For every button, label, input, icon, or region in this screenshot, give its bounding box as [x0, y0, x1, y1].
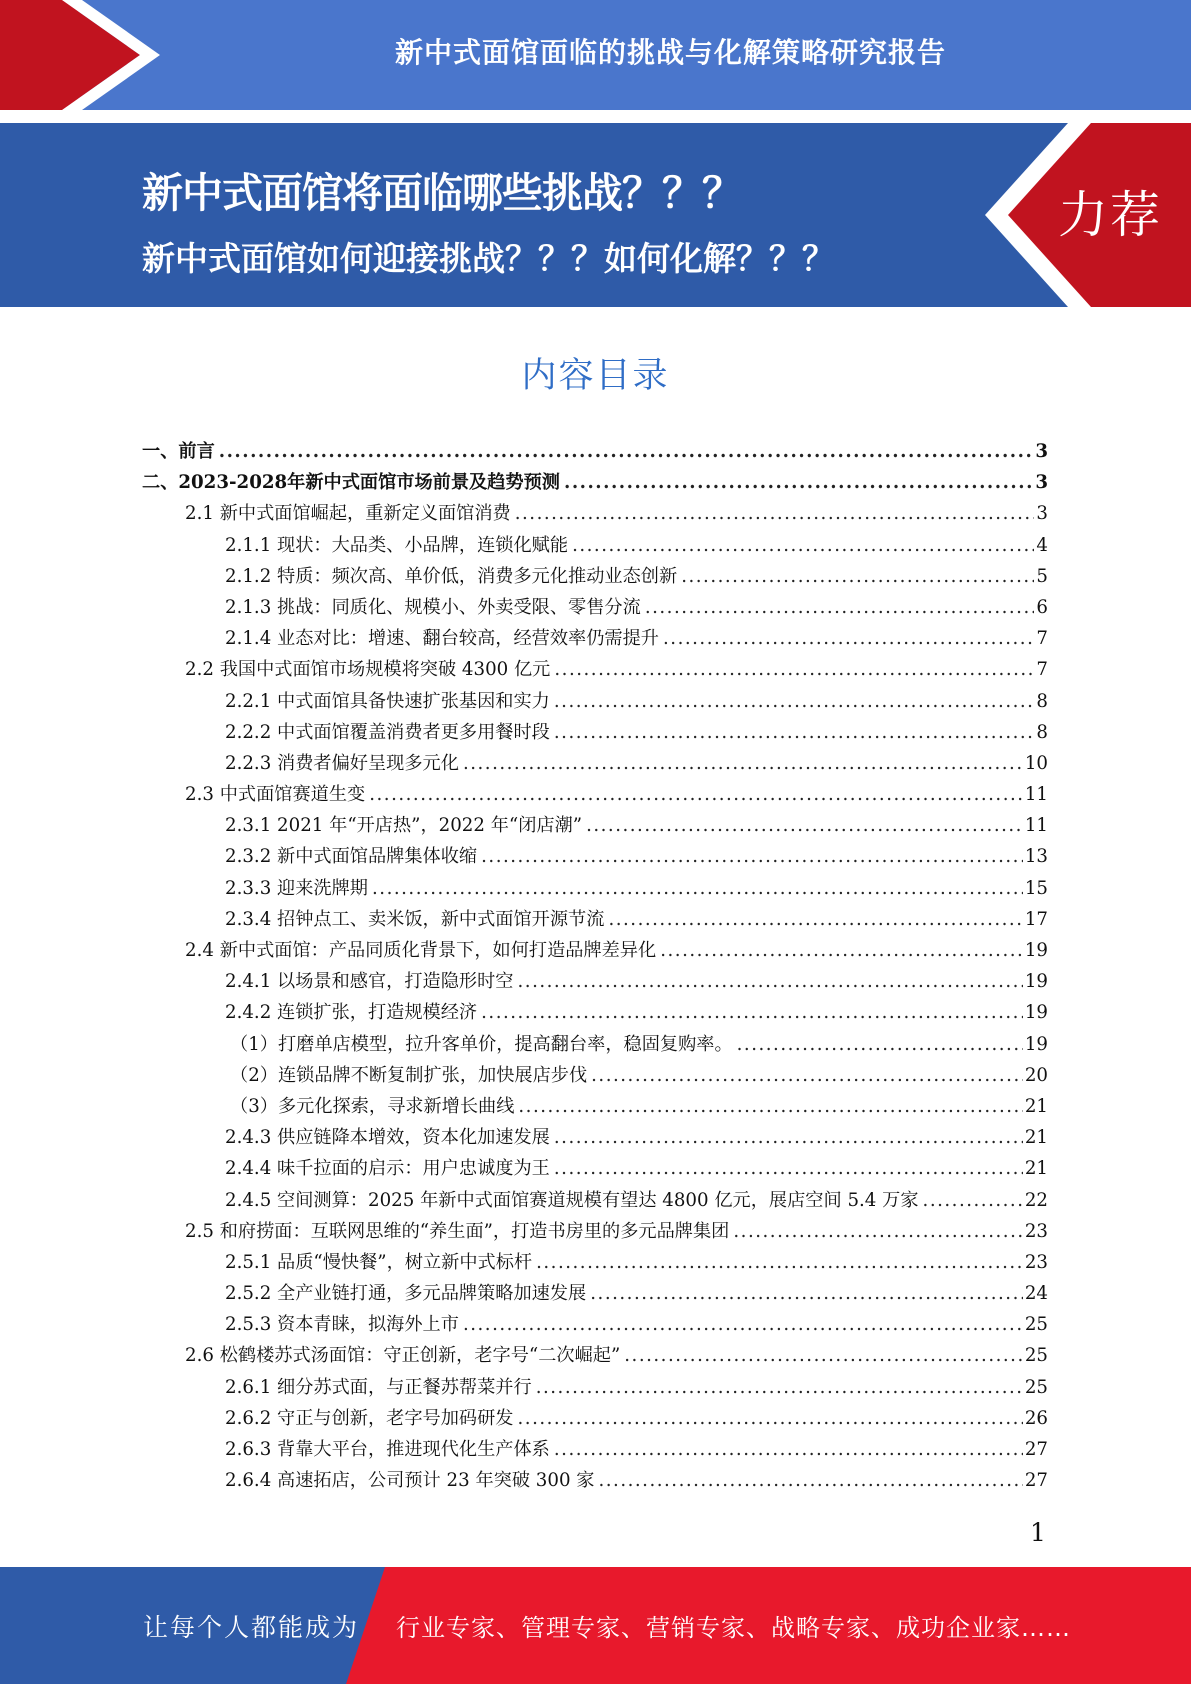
toc-entry[interactable] — [142, 1247, 1048, 1278]
toc-entry-label: 2.4.4 味千拉面的启示：用户忠诚度为王 — [225, 1158, 550, 1180]
toc-entry-page: 6 — [1036, 596, 1048, 618]
toc-leader-dots — [586, 810, 1023, 841]
toc-entry[interactable] — [142, 904, 1048, 935]
toc-entry-label: 一、前言 — [142, 441, 215, 462]
toc-leader-dots — [372, 873, 1023, 904]
toc-entry-page: 23 — [1024, 1220, 1048, 1242]
toc-entry-page: 19 — [1024, 1033, 1048, 1055]
toc-entry-page: 3 — [1036, 503, 1048, 525]
toc-entry-page: 19 — [1024, 940, 1048, 961]
footer-slogan: 让每个人都能成为 — [143, 1613, 360, 1642]
toc-leader-dots — [733, 1216, 1022, 1247]
toc-entry-page: 7 — [1036, 659, 1048, 681]
toc-entry[interactable] — [142, 654, 1048, 685]
toc-entry[interactable] — [142, 1091, 1048, 1122]
toc-leader-dots — [554, 654, 1034, 685]
toc-entry-label: 2.6.2 守正与创新，老字号加码研发 — [225, 1407, 514, 1429]
toc-entry-label: 2.6.1 细分苏式面，与正餐苏帮菜并行 — [225, 1376, 532, 1398]
toc-entry-page: 21 — [1024, 1127, 1048, 1149]
top-chevron-shape — [0, 0, 160, 110]
toc-entry[interactable] — [142, 1434, 1048, 1465]
toc-entry-label: 2.4 新中式面馆：产品同质化背景下，如何打造品牌差异化 — [185, 940, 657, 961]
toc-entry[interactable] — [142, 1060, 1048, 1091]
toc-entry-page: 11 — [1024, 784, 1048, 806]
toc-entry[interactable] — [142, 717, 1048, 748]
toc-entry-page: 25 — [1024, 1314, 1048, 1336]
toc-leader-dots — [681, 561, 1034, 592]
toc-entry-label: 2.6 松鹤楼苏式汤面馆：守正创新，老字号“二次崛起” — [185, 1345, 621, 1367]
toc-entry[interactable] — [142, 997, 1048, 1028]
toc-leader-dots — [554, 717, 1035, 748]
footer-roles: 行业专家、管理专家、营销专家、战略专家、成功企业家…… — [396, 1614, 1071, 1642]
toc-leader-dots — [663, 623, 1034, 654]
toc-entry-label: 2.2.1 中式面馆具备快速扩张基因和实力 — [225, 690, 550, 712]
toc-leader-dots — [554, 1153, 1023, 1184]
hero-banner — [0, 123, 1191, 307]
toc-entry[interactable] — [142, 841, 1048, 872]
toc-leader-dots — [463, 748, 1023, 779]
toc-leader-dots — [923, 1185, 1023, 1216]
toc-entry[interactable] — [142, 1372, 1048, 1403]
toc-entry-label: （3）多元化探索，寻求新增长曲线 — [230, 1095, 515, 1117]
toc-leader-dots — [554, 1122, 1023, 1153]
toc-leader-dots — [518, 1403, 1023, 1434]
toc-leader-dots — [536, 1372, 1023, 1403]
toc-entry[interactable] — [142, 436, 1048, 467]
table-of-contents — [142, 436, 1048, 1496]
toc-entry-label: 2.3.4 招钟点工、卖米饭，新中式面馆开源节流 — [225, 908, 605, 930]
toc-entry[interactable] — [142, 873, 1048, 904]
toc-leader-dots — [590, 1278, 1023, 1309]
toc-entry-page: 3 — [1035, 441, 1048, 462]
toc-entry-label: 2.3.3 迎来洗牌期 — [225, 877, 368, 899]
toc-entry-label: 2.1.1 现状：大品类、小品牌，连锁化赋能 — [225, 534, 569, 556]
toc-leader-dots — [572, 530, 1034, 561]
toc-entry-label: 2.4.5 空间测算：2025 年新中式面馆赛道规模有望达 4800 亿元，展店空间 5.4 万家 — [225, 1189, 919, 1211]
toc-entry[interactable] — [142, 686, 1048, 717]
toc-entry[interactable] — [142, 1403, 1048, 1434]
toc-leader-dots — [518, 1091, 1022, 1122]
toc-entry-label: 2.3 中式面馆赛道生变 — [185, 784, 366, 806]
toc-entry-page: 24 — [1024, 1283, 1048, 1305]
toc-entry-label: （1）打磨单店模型，拉升客单价，提高翻台率，稳固复购率。 — [230, 1033, 733, 1055]
toc-entry-page: 11 — [1024, 815, 1048, 837]
recommend-badge: 力荐 — [1058, 186, 1162, 244]
toc-entry-page: 7 — [1036, 628, 1048, 650]
toc-entry-page: 20 — [1024, 1064, 1048, 1086]
toc-leader-dots — [219, 436, 1034, 467]
toc-leader-dots — [518, 966, 1023, 997]
toc-entry-page: 5 — [1036, 565, 1048, 587]
toc-entry[interactable] — [142, 1309, 1048, 1340]
toc-entry-page: 27 — [1024, 1439, 1048, 1460]
hero-question-1: 新中式面馆将面临哪些挑战？？？ — [142, 169, 742, 217]
toc-entry-label: 2.5.1 品质“慢快餐”，树立新中式标杆 — [225, 1251, 533, 1273]
toc-entry-page: 13 — [1024, 846, 1048, 868]
toc-entry[interactable] — [142, 748, 1048, 779]
toc-entry[interactable] — [142, 561, 1048, 592]
toc-entry-page: 19 — [1024, 1002, 1048, 1024]
page-number: 1 — [1030, 1518, 1046, 1547]
toc-entry[interactable] — [142, 467, 1048, 498]
toc-leader-dots — [591, 1060, 1023, 1091]
toc-leader-dots — [369, 779, 1023, 810]
toc-entry-label: 2.6.3 背靠大平台，推进现代化生产体系 — [225, 1439, 550, 1460]
toc-entry[interactable] — [142, 1029, 1048, 1060]
toc-entry[interactable] — [142, 935, 1048, 966]
toc-entry-page: 21 — [1024, 1095, 1048, 1117]
toc-entry[interactable] — [142, 1216, 1048, 1247]
toc-entry-label: 2.6.4 高速拓店，公司预计 23 年突破 300 家 — [225, 1470, 595, 1492]
toc-entry[interactable] — [142, 498, 1048, 529]
toc-entry-label: 2.5.3 资本青睐，拟海外上市 — [225, 1314, 459, 1336]
toc-entry-page: 19 — [1024, 971, 1048, 993]
toc-entry-page: 22 — [1024, 1189, 1048, 1211]
toc-leader-dots — [598, 1465, 1022, 1496]
toc-leader-dots — [515, 498, 1035, 529]
toc-entry-page: 25 — [1024, 1376, 1048, 1398]
toc-entry-label: 2.1.3 挑战：同质化、规模小、外卖受限、零售分流 — [225, 596, 641, 618]
toc-leader-dots — [481, 997, 1023, 1028]
toc-entry-label: （2）连锁品牌不断复制扩张，加快展店步伐 — [230, 1064, 588, 1086]
toc-entry[interactable] — [142, 1185, 1048, 1216]
hero-question-2: 新中式面馆如何迎接挑战？？？如何化解？？？ — [142, 239, 835, 278]
toc-entry[interactable] — [142, 592, 1048, 623]
toc-entry-label: 2.1.4 业态对比：增速、翻台较高，经营效率仍需提升 — [225, 628, 659, 650]
toc-entry-page: 8 — [1036, 721, 1048, 743]
toc-entry-page: 23 — [1024, 1251, 1048, 1273]
footer-banner — [0, 1567, 1191, 1684]
toc-leader-dots — [645, 592, 1035, 623]
toc-entry[interactable] — [142, 1122, 1048, 1153]
toc-leader-dots — [536, 1247, 1023, 1278]
toc-entry-label: 2.3.2 新中式面馆品牌集体收缩 — [225, 846, 478, 868]
toc-entry-label: 二、2023-2028年新中式面馆市场前景及趋势预测 — [142, 472, 560, 494]
toc-entry-page: 3 — [1035, 472, 1048, 494]
toc-heading: 内容目录 — [521, 356, 670, 396]
toc-entry-label: 2.3.1 2021 年“开店热”，2022 年“闭店潮” — [225, 815, 583, 837]
toc-entry-page: 21 — [1024, 1158, 1048, 1180]
toc-entry-label: 2.2.2 中式面馆覆盖消费者更多用餐时段 — [225, 721, 550, 743]
toc-entry-label: 2.5.2 全产业链打通，多元品牌策略加速发展 — [225, 1283, 587, 1305]
toc-entry[interactable] — [142, 1278, 1048, 1309]
toc-entry[interactable] — [142, 779, 1048, 810]
toc-entry-label: 2.2.3 消费者偏好呈现多元化 — [225, 752, 459, 774]
report-title: 新中式面馆面临的挑战与化解策略研究报告 — [394, 36, 946, 69]
toc-leader-dots — [554, 1434, 1023, 1465]
toc-entry[interactable] — [142, 966, 1048, 997]
toc-entry[interactable] — [142, 1465, 1048, 1496]
toc-entry-label: 2.4.2 连锁扩张，打造规模经济 — [225, 1002, 478, 1024]
toc-entry-page: 17 — [1024, 908, 1048, 930]
toc-entry-label: 2.1 新中式面馆崛起，重新定义面馆消费 — [185, 503, 511, 525]
toc-entry[interactable] — [142, 810, 1048, 841]
toc-leader-dots — [463, 1309, 1023, 1340]
toc-leader-dots — [481, 841, 1023, 872]
toc-entry-page: 8 — [1036, 690, 1048, 712]
toc-leader-dots — [624, 1340, 1023, 1371]
toc-leader-dots — [660, 935, 1023, 966]
toc-entry-page: 4 — [1036, 534, 1048, 556]
toc-leader-dots — [554, 686, 1035, 717]
toc-leader-dots — [737, 1029, 1023, 1060]
toc-entry[interactable] — [142, 1340, 1048, 1371]
top-banner — [0, 0, 1191, 110]
toc-entry-page: 27 — [1024, 1470, 1048, 1492]
toc-entry-label: 2.2 我国中式面馆市场规模将突破 4300 亿元 — [185, 659, 551, 681]
toc-entry-page: 15 — [1024, 877, 1048, 899]
toc-entry[interactable] — [142, 623, 1048, 654]
toc-entry-page: 25 — [1024, 1345, 1048, 1367]
toc-entry-page: 10 — [1024, 752, 1048, 774]
toc-entry-page: 26 — [1024, 1407, 1048, 1429]
toc-entry-label: 2.4.3 供应链降本增效，资本化加速发展 — [225, 1127, 550, 1149]
toc-entry[interactable] — [142, 530, 1048, 561]
toc-entry-label: 2.1.2 特质：频次高、单价低，消费多元化推动业态创新 — [225, 565, 678, 587]
toc-leader-dots — [564, 467, 1033, 498]
toc-entry[interactable] — [142, 1153, 1048, 1184]
toc-entry-label: 2.5 和府捞面：互联网思维的“养生面”，打造书房里的多元品牌集团 — [185, 1220, 730, 1242]
toc-entry-label: 2.4.1 以场景和感官，打造隐形时空 — [225, 971, 514, 993]
toc-leader-dots — [608, 904, 1022, 935]
recommend-badge-shape — [0, 123, 1191, 307]
